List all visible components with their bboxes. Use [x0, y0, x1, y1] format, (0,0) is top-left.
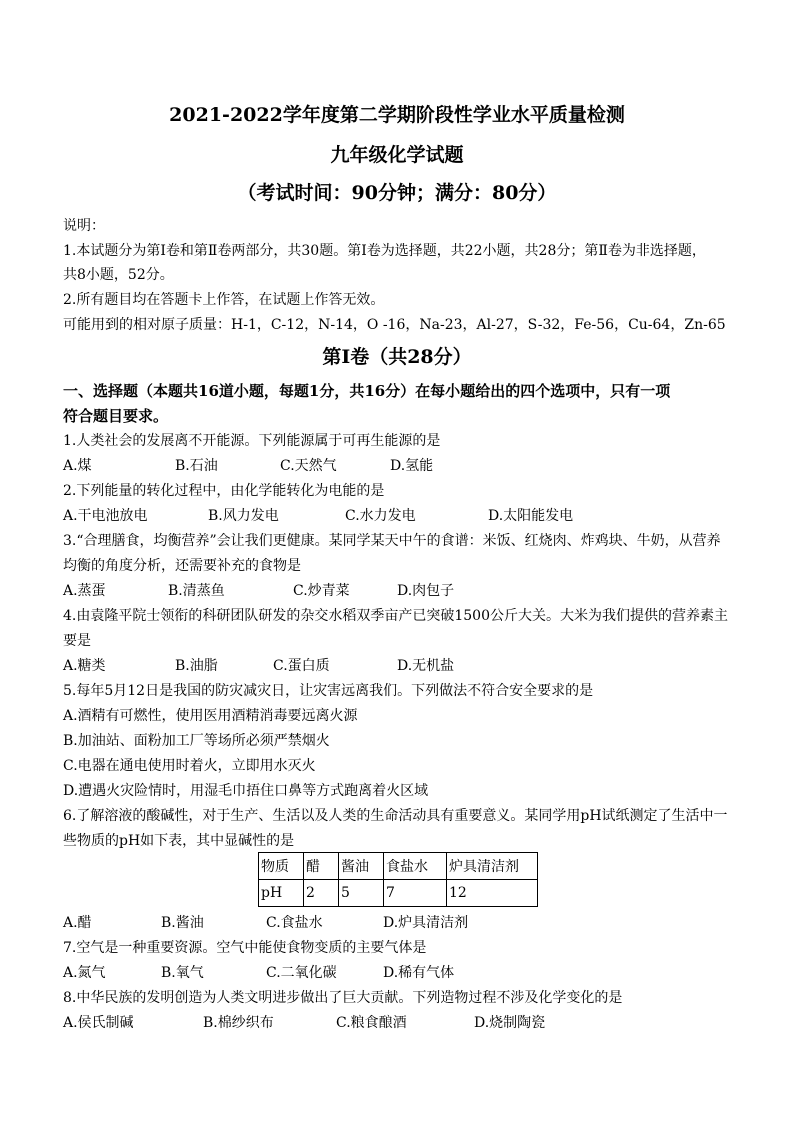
section-heading-b: 符合题目要求。 — [63, 407, 169, 425]
q3-option-d: D.肉包子 — [397, 583, 455, 599]
note-1b: 共8小题，52分。 — [63, 267, 174, 283]
note-1a: 1.本试题分为第Ⅰ卷和第Ⅱ卷两部分，共30题。第Ⅰ卷为选择题，共22小题，共28分；第Ⅱ卷为非选择题， — [63, 243, 706, 259]
q5-option-d: D.遭遇火灾险情时，用湿毛巾捂住口鼻等方式跑离着火区域 — [63, 783, 429, 799]
table-cell: 物质 — [259, 853, 304, 880]
q4-stem-2: 要是 — [63, 633, 91, 649]
q6-option-a: A.醋 — [63, 915, 92, 931]
q1-option-c: C.天然气 — [280, 458, 337, 474]
q5-option-a: A.酒精有可燃性，使用医用酒精消毒要远离火源 — [63, 708, 358, 724]
q3-option-a: A.蒸蛋 — [63, 583, 106, 599]
q8-option-b: B.棉纱织布 — [203, 1015, 274, 1031]
q1-stem: 1.人类社会的发展离不开能源。下列能源属于可再生能源的是 — [63, 433, 441, 449]
q6-option-c: C.食盐水 — [266, 915, 323, 931]
q4-stem-1: 4.由袁隆平院士领衔的科研团队研发的杂交水稻双季亩产已突破1500公斤大关。大米为我们提供的营养素主 — [63, 608, 728, 624]
table-cell: 12 — [447, 880, 538, 907]
q2-option-b: B.风力发电 — [208, 508, 279, 524]
exam-title: 2021-2022学年度第二学期阶段性学业水平质量检测 — [169, 104, 625, 126]
q3-stem-2: 均衡的角度分析，还需要补充的食物是 — [63, 558, 301, 574]
table-cell: 5 — [339, 880, 384, 907]
q2-option-a: A.干电池放电 — [63, 508, 148, 524]
ph-table — [258, 852, 538, 907]
q7-stem: 7.空气是一种重要资源。空气中能使食物变质的主要气体是 — [63, 940, 427, 956]
table-cell: 酱油 — [339, 853, 384, 880]
q7-option-a: A.氮气 — [63, 965, 106, 981]
q1-option-a: A.煤 — [63, 458, 92, 474]
table-row — [259, 880, 538, 907]
q8-option-c: C.粮食酿酒 — [336, 1015, 407, 1031]
q6-stem-2: 些物质的pH如下表，其中显碱性的是 — [63, 833, 295, 849]
q1-option-d: D.氢能 — [390, 458, 434, 474]
table-cell: 2 — [304, 880, 339, 907]
table-cell: 食盐水 — [384, 853, 447, 880]
q1-option-b: B.石油 — [175, 458, 218, 474]
q5-option-b: B.加油站、面粉加工厂等场所必须严禁烟火 — [63, 733, 330, 749]
table-cell: 醋 — [304, 853, 339, 880]
q2-stem: 2.下列能量的转化过程中，由化学能转化为电能的是 — [63, 483, 385, 499]
exam-subtitle: 九年级化学试题 — [330, 144, 464, 166]
table-row — [259, 853, 538, 880]
table-cell: 7 — [384, 880, 447, 907]
q4-option-c: C.蛋白质 — [273, 658, 330, 674]
q6-option-d: D.炉具清洁剂 — [383, 915, 469, 931]
section-heading-a: 一、选择题（本题共16道小题，每题1分，共16分）在每小题给出的四个选项中，只有一项 — [63, 382, 671, 400]
q2-option-d: D.太阳能发电 — [488, 508, 574, 524]
part1-title: 第Ⅰ卷（共28分） — [322, 346, 472, 368]
q3-stem-1: 3.“合理膳食，均衡营养”会让我们更健康。某同学某天中午的食谱：米饭、红烧肉、炸鸡块、牛奶，从营养 — [63, 533, 721, 549]
atomic-mass-line: 可能用到的相对原子质量：H-1，C-12，N-14，O -16，Na-23，Al-27，S-32，Fe-56，Cu-64，Zn-65 — [63, 317, 726, 333]
q6-stem-1: 6.了解溶液的酸碱性，对于生产、生活以及人类的生命活动具有重要意义。某同学用pH试纸测定了生活中一 — [63, 808, 728, 824]
q7-option-c: C.二氧化碳 — [266, 965, 337, 981]
q6-option-b: B.酱油 — [161, 915, 204, 931]
q4-option-d: D.无机盐 — [397, 658, 455, 674]
q2-option-c: C.水力发电 — [345, 508, 416, 524]
q5-option-c: C.电器在通电使用时着火，立即用水灭火 — [63, 758, 316, 774]
q7-option-d: D.稀有气体 — [383, 965, 455, 981]
table-cell: 炉具清洁剂 — [447, 853, 538, 880]
notes-label: 说明： — [63, 218, 105, 234]
q4-option-a: A.糖类 — [63, 658, 106, 674]
q8-option-a: A.侯氏制碱 — [63, 1015, 134, 1031]
table-cell: pH — [259, 880, 304, 907]
q3-option-c: C.炒青菜 — [293, 583, 350, 599]
q8-stem: 8.中华民族的发明创造为人类文明进步做出了巨大贡献。下列造物过程不涉及化学变化的是 — [63, 990, 623, 1006]
exam-time-info: （考试时间：90分钟；满分：80分） — [237, 182, 557, 204]
q7-option-b: B.氧气 — [161, 965, 204, 981]
note-2: 2.所有题目均在答题卡上作答，在试题上作答无效。 — [63, 292, 385, 308]
q5-stem: 5.每年5月12日是我国的防灾减灾日，让灾害远离我们。下列做法不符合安全要求的是 — [63, 683, 594, 699]
q4-option-b: B.油脂 — [175, 658, 218, 674]
q3-option-b: B.清蒸鱼 — [168, 583, 225, 599]
q8-option-d: D.烧制陶瓷 — [474, 1015, 546, 1031]
